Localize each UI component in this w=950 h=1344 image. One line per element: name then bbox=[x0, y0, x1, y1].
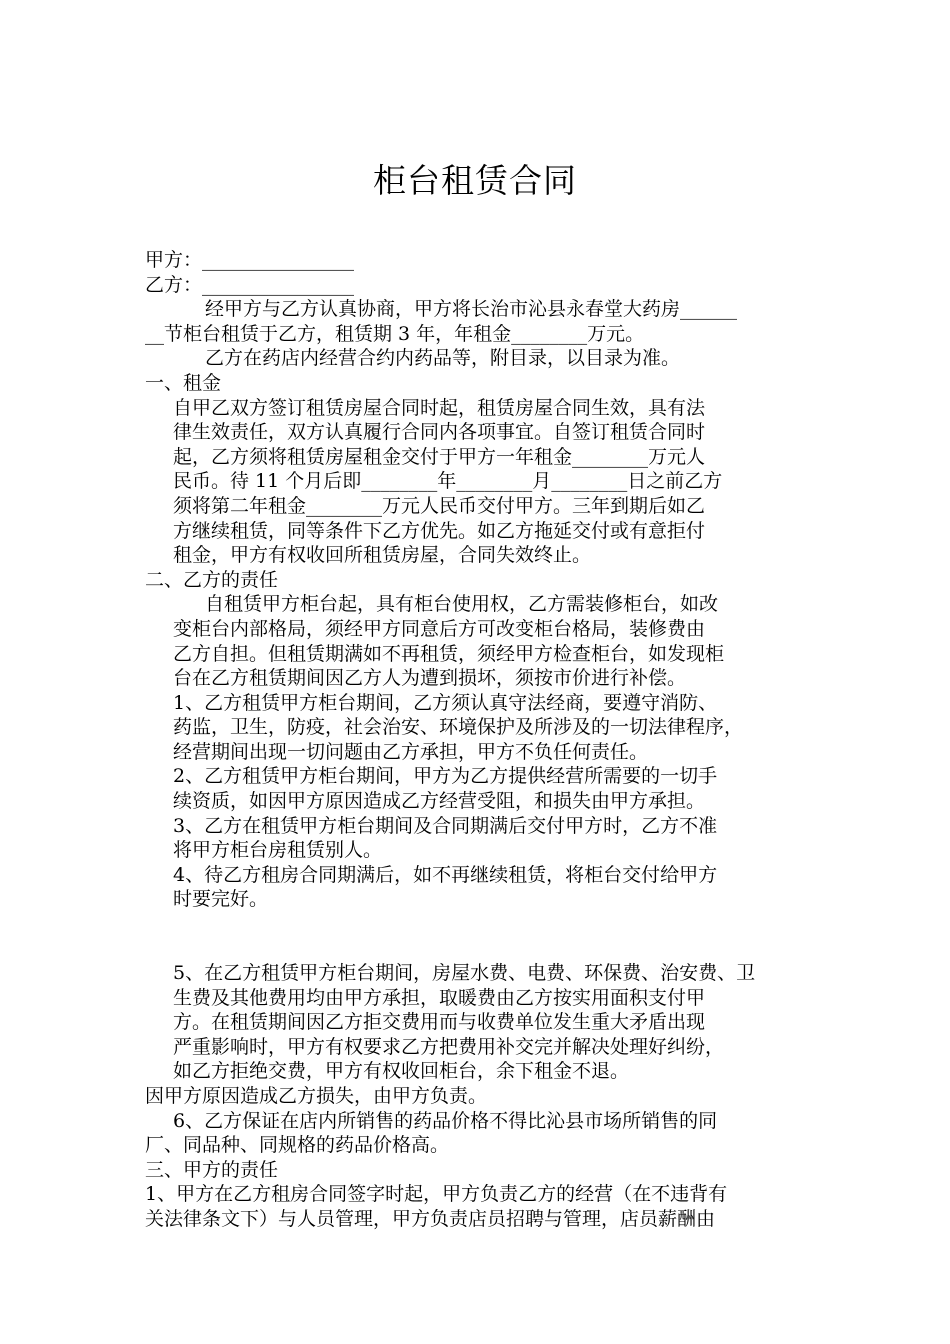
paragraph-line: 民币。待 11 个月后即________年________月________日之前乙方 bbox=[173, 470, 723, 493]
clause-5-line: 如乙方拒绝交费，甲方有权收回柜台，余下租金不退。 bbox=[173, 1060, 630, 1083]
clause-5-line: 5、在乙方租赁甲方柜台期间，房屋水费、电费、环保费、治安费、卫 bbox=[173, 962, 756, 985]
clause-3-line: 3、乙方在租赁甲方柜台期间及合同期满后交付甲方时，乙方不准 bbox=[173, 814, 718, 837]
party-a-line: 甲方：________________ bbox=[145, 249, 355, 271]
clause-5-line: 严重影响时，甲方有权要求乙方把费用补交完并解决处理好纠纷， bbox=[173, 1035, 725, 1058]
clause-3-line: 将甲方柜台房租赁别人。 bbox=[173, 839, 383, 862]
paragraph-line: 租金，甲方有权收回所租赁房屋，合同失效终止。 bbox=[173, 544, 592, 567]
paragraph-line: 方继续租赁，同等条件下乙方优先。如乙方拖延交付或有意拒付 bbox=[173, 519, 706, 542]
clause-4-line: 时要完好。 bbox=[173, 888, 269, 911]
paragraph-line: 乙方自担。但租赁期满如不再租赁，须经甲方检查柜台，如发现柜 bbox=[173, 642, 725, 665]
section-heading-rent: 一、租金 bbox=[145, 371, 222, 394]
section-heading-party-b: 二、乙方的责任 bbox=[145, 568, 279, 591]
paragraph-line: 台在乙方租赁期间因乙方人为遭到损坏，须按市价进行补偿。 bbox=[173, 667, 687, 690]
paragraph-line: 关法律条文下）与人员管理，甲方负责店员招聘与管理，店员薪酬由 bbox=[145, 1207, 716, 1230]
clause-5-line: 方。在租赁期间因乙方拒交费用而与收费单位发生重大矛盾出现 bbox=[173, 1011, 706, 1034]
paragraph-line: 乙方在药店内经营合约内药品等，附目录，以目录为准。 bbox=[205, 347, 681, 370]
paragraph-line: 起，乙方须将租赁房屋租金交付于甲方一年租金________万元人 bbox=[173, 445, 706, 468]
section-heading-party-a: 三、甲方的责任 bbox=[145, 1158, 279, 1181]
paragraph-line: 变柜台内部格局，须经甲方同意后方可改变柜台格局，装修费由 bbox=[173, 617, 706, 640]
clause-2-line: 续资质，如因甲方原因造成乙方经营受阻，和损失由甲方承担。 bbox=[173, 790, 706, 813]
document-body bbox=[145, 248, 825, 1232]
clause-2-line: 2、乙方租赁甲方柜台期间，甲方为乙方提供经营所需要的一切手 bbox=[173, 765, 718, 788]
paragraph-line: 须将第二年租金________万元人民币交付甲方。三年到期后如乙 bbox=[173, 494, 706, 517]
paragraph-line: 经甲方与乙方认真协商，甲方将长治市沁县永春堂大药房______ bbox=[205, 298, 738, 321]
paragraph-line: 1、甲方在乙方租房合同签字时起，甲方负责乙方的经营（在不违背有 bbox=[145, 1183, 728, 1206]
clause-4-line: 4、待乙方租房合同期满后，如不再继续租赁，将柜台交付给甲方 bbox=[173, 863, 718, 886]
party-b-line: 乙方：________________ bbox=[145, 273, 355, 296]
clause-1-line: 药监，卫生，防疫，社会治安、环境保护及所涉及的一切法律程序， bbox=[173, 716, 744, 739]
paragraph-line: 自租赁甲方柜台起，具有柜台使用权，乙方需装修柜台，如改 bbox=[205, 593, 719, 616]
paragraph-line: 因甲方原因造成乙方损失，由甲方负责。 bbox=[145, 1085, 488, 1107]
clause-5-line: 生费及其他费用均由甲方承担，取暖费由乙方按实用面积支付甲 bbox=[173, 986, 706, 1009]
clause-6-line: 厂、同品种、同规格的药品价格高。 bbox=[145, 1134, 450, 1157]
clause-1-line: 1、乙方租赁甲方柜台期间，乙方须认真守法经商，要遵守消防、 bbox=[173, 691, 718, 714]
paragraph-line: 自甲乙双方签订租赁房屋合同时起，租赁房屋合同生效，具有法 bbox=[173, 396, 706, 419]
clause-6-line: 6、乙方保证在店内所销售的药品价格不得比沁县市场所销售的同 bbox=[173, 1109, 718, 1132]
clause-1-line: 经营期间出现一切问题由乙方承担，甲方不负任何责任。 bbox=[173, 740, 649, 763]
document-title: 柜台租赁合同 bbox=[373, 161, 577, 200]
paragraph-line: 律生效责任，双方认真履行合同内各项事宜。自签订租赁合同时 bbox=[173, 421, 706, 444]
paragraph-line: __节柜台租赁于乙方，租赁期 3 年，年租金________万元。 bbox=[145, 322, 645, 345]
blank-spacer bbox=[145, 912, 825, 961]
